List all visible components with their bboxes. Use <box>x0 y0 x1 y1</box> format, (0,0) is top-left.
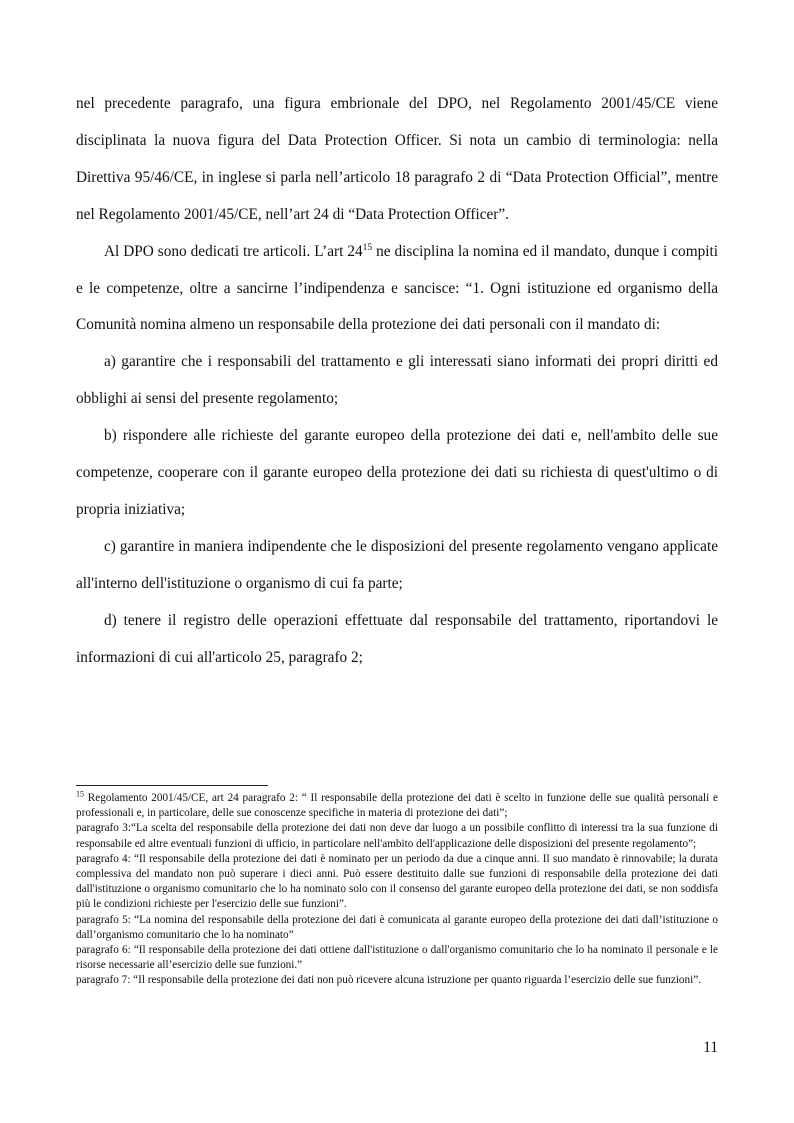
list-item-c: c) garantire in maniera indipendente che le disposizioni del presente regolamento vengano applicate all'interno dell'istituzione o organismo di cui fa parte; <box>76 537 718 592</box>
footnote-section <box>76 791 718 989</box>
footnote-number: 15 <box>76 789 84 799</box>
paragraph-continuation: nel precedente paragrafo, una figura embrionale del DPO, nel Regolamento 2001/45/CE viene disciplinata la nuova figura del Data Protection Officer. Si nota un cambio di terminologia: nella Direttiva 95/46/CE, in inglese si parla nell’articolo 18 paragrafo 2 di “Data Protection Official”, mentre nel Regolamento 2001/45/CE, nell’art 24 di “Data Protection Officer”. <box>76 95 718 223</box>
footnote-paragraph-6: paragrafo 6: “Il responsabile della protezione dei dati ottiene dall'istituzione o dall'organismo comunitario che lo ha nominato il personale e le risorse necessarie all’esercizio delle sue funzioni.” <box>76 944 718 972</box>
paragraph-text-after-reference: ne disciplina la nomina ed il mandato, dunque i compiti e le competenze, oltre a sancirne l’indipendenza e sancisce: “1. Ogni istituzione ed organismo della Comunità nomina almeno un responsabile della protezione dei dati personali con il mandato di: <box>76 242 719 334</box>
list-item-d: d) tenere il registro delle operazioni effettuate dal responsabile del trattamento, riportandovi le informazioni di cui all'articolo 25, paragrafo 2; <box>76 611 718 666</box>
paragraph-text-before-reference: Al DPO sono dedicati tre articoli. L’art 24 <box>104 242 363 260</box>
footnote-paragraph-7: paragrafo 7: “Il responsabile della protezione dei dati non può ricevere alcuna istruzione per quanto riguarda l’esercizio delle sue funzioni”. <box>76 974 701 987</box>
page-number: 11 <box>703 1039 718 1056</box>
footnote-separator <box>76 785 268 786</box>
footnote-paragraph-5: paragrafo 5: “La nomina del responsabile della protezione dei dati è comunicata al garante europeo della protezione dei dati dall’istituzione o dall’organismo comunitario che lo ha nominato” <box>76 913 718 941</box>
footnote-line: Regolamento 2001/45/CE, art 24 paragrafo 2: “ Il responsabile della protezione dei dati è scelto in funzione delle sue qualità personali e professionali e, in particolare, delle sue conoscenze specifiche in materia di protezione dei dati”; <box>76 792 718 820</box>
footnote-reference: 15 <box>362 242 373 253</box>
footnote-paragraph-2 <box>76 791 718 821</box>
footnote-paragraph-3: paragrafo 3:“La scelta del responsabile della protezione dei dati non deve dar luogo a un possibile conflitto di interessi tra la sua funzione di responsabile ed altre eventuali funzioni di ufficio, in particolare nell'ambito dell'applicazione delle disposizioni del presente regolamento”; <box>76 822 718 850</box>
main-body-text <box>76 86 718 677</box>
list-item-b: b) rispondere alle richieste del garante europeo della protezione dei dati e, nell'ambito delle sue competenze, cooperare con il garante europeo della protezione dei dati su richiesta di quest'ultimo o di propria iniziativa; <box>76 427 718 518</box>
list-item-a: a) garantire che i responsabili del trattamento e gli interessati siano informati dei propri diritti ed obblighi ai sensi del presente regolamento; <box>76 353 718 408</box>
footnote-paragraph-4: paragrafo 4: “Il responsabile della protezione dei dati è nominato per un periodo da due a cinque anni. Il suo mandato è rinnovabile; la durata complessiva del mandato non può superare i dieci anni. Può essere destituito dalle sue funzioni di responsabile della protezione dei dati dall'istituzione o organismo comunitario che lo ha nominato solo con il consenso del garante europeo della protezione dei dati, se non soddisfa più le condizioni richieste per l'esercizio delle sue funzioni”. <box>76 852 718 911</box>
paragraph-dpo-articles <box>76 234 718 345</box>
